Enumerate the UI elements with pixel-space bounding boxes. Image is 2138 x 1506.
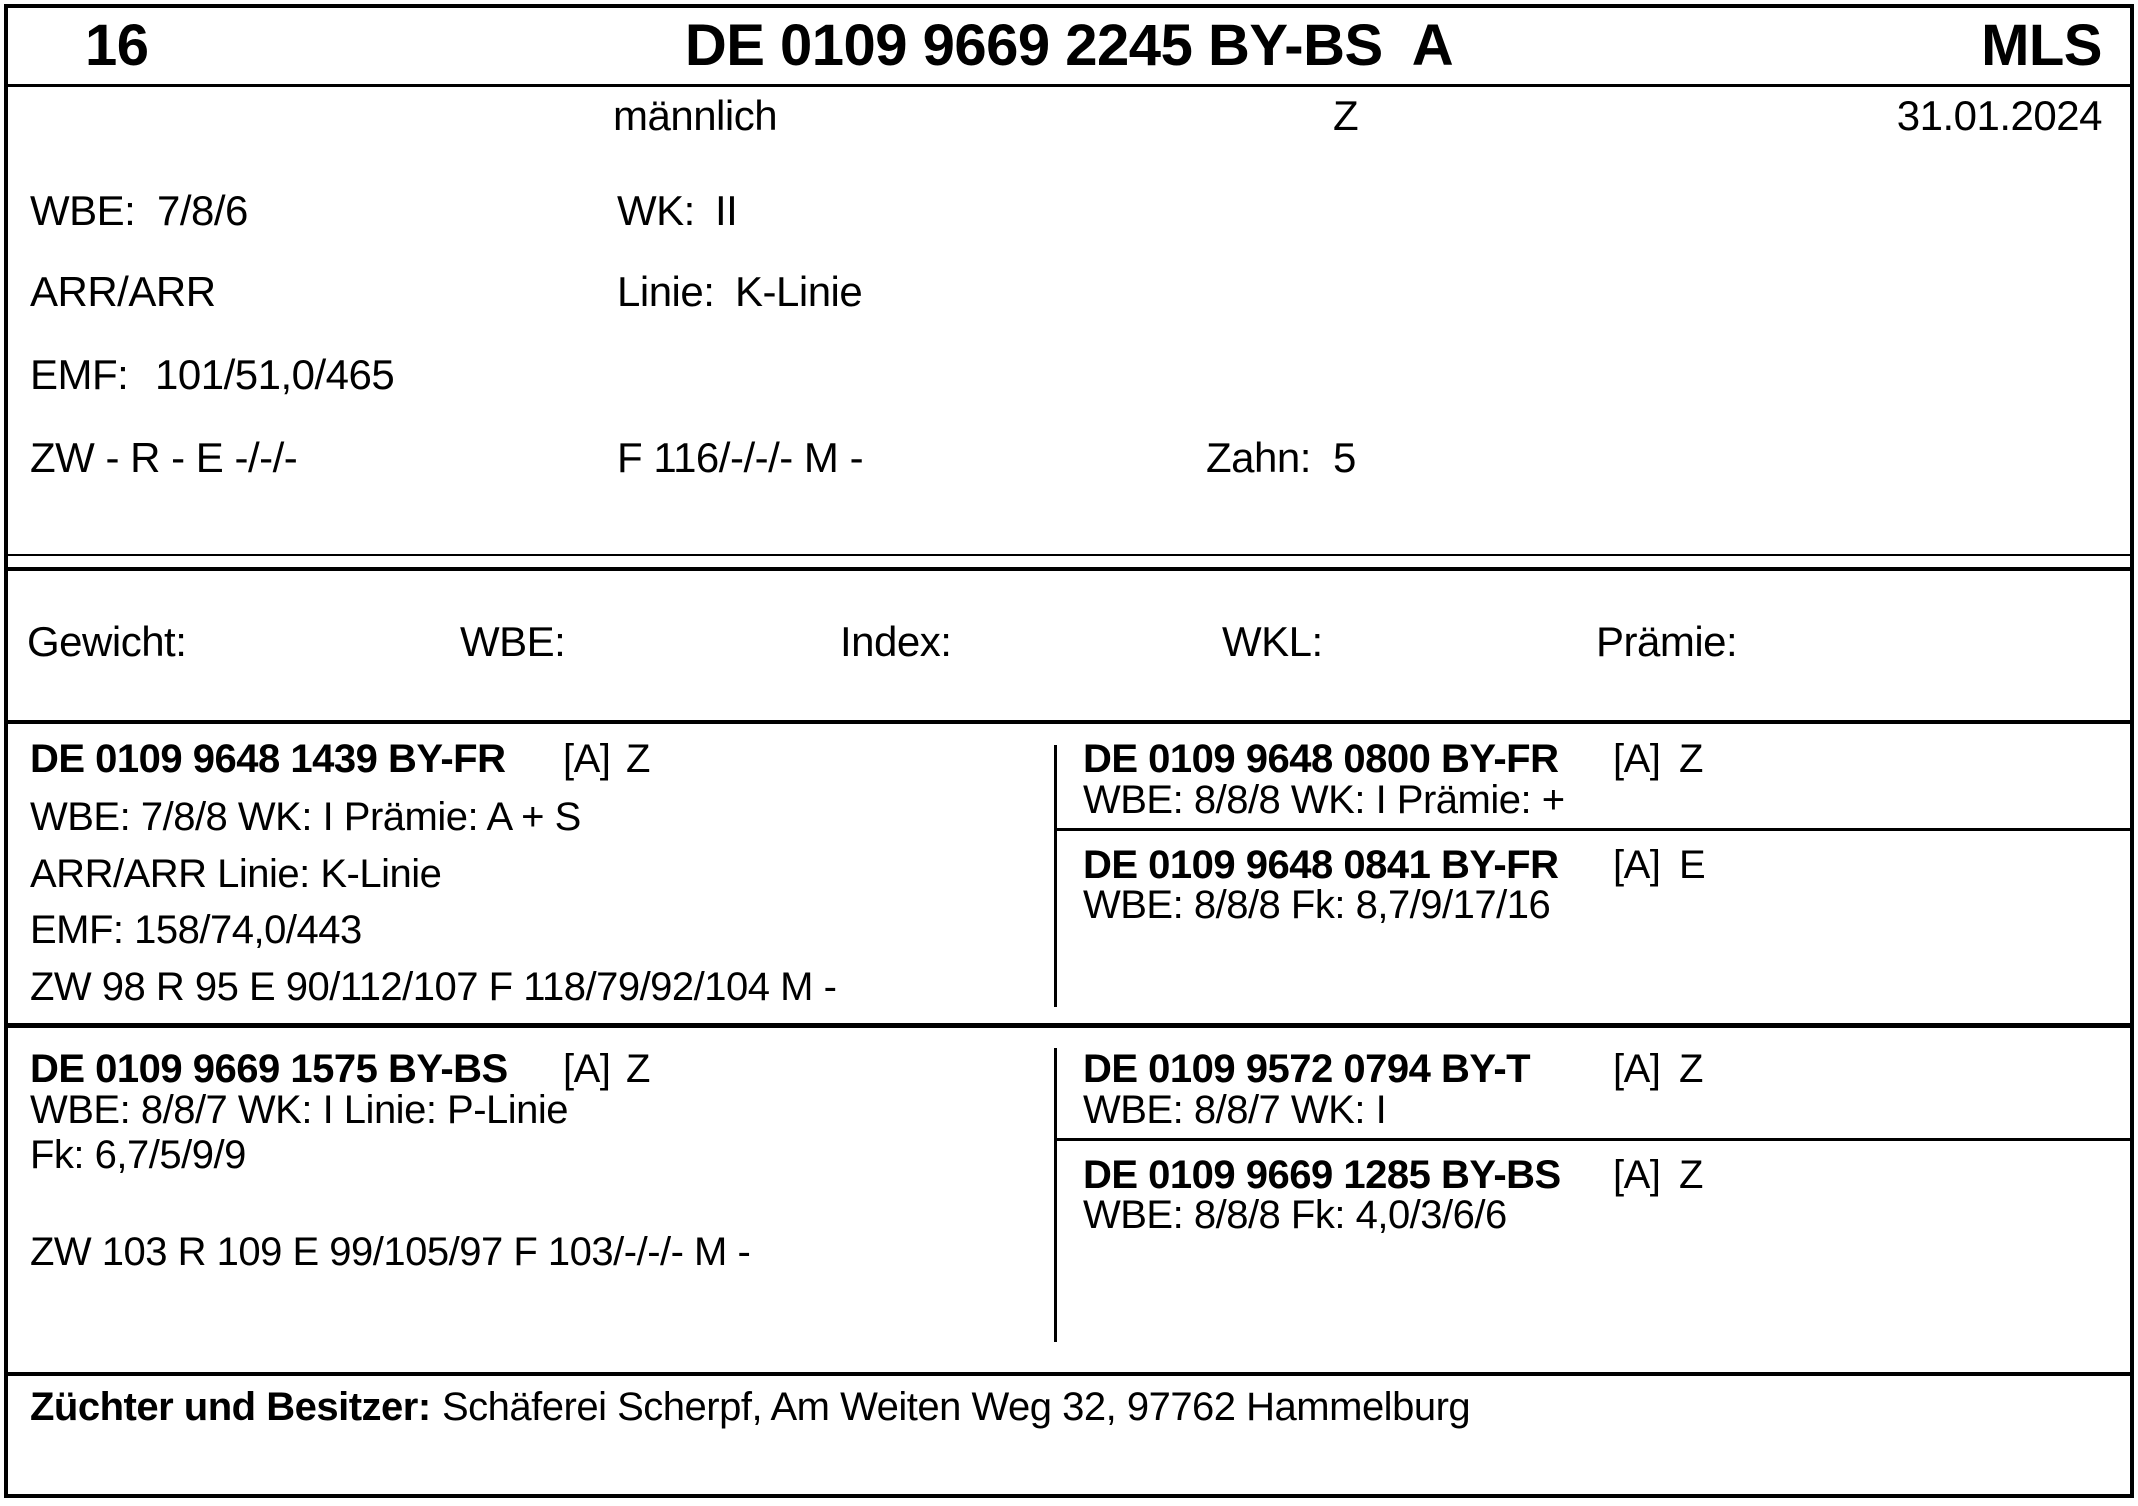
sire-dam-flag: [A] [1613, 843, 1661, 887]
genotype-value: ARR/ARR [30, 268, 216, 315]
emf-label: EMF: [30, 351, 129, 398]
divider-pedigree-top-vertical [1054, 745, 1057, 1007]
dam-dam-code: Z [1679, 1153, 1703, 1197]
sire-sire-id: DE 0109 9648 0800 BY-FR [1083, 737, 1559, 781]
dam-sire-code: Z [1679, 1047, 1703, 1091]
dam-dam-flag: [A] [1613, 1153, 1661, 1197]
sire-line: WBE: 7/8/8 WK: I Prämie: A + S [30, 795, 581, 839]
dam-dam-line: WBE: 8/8/8 Fk: 4,0/3/6/6 [1083, 1193, 1507, 1237]
zahn-label: Zahn: [1206, 434, 1311, 481]
sire-id: DE 0109 9648 1439 BY-FR [30, 737, 506, 781]
breeding-code: Z [1333, 92, 1359, 139]
dam-line: Fk: 6,7/5/9/9 [30, 1133, 246, 1177]
dam-flag: [A] [563, 1047, 611, 1091]
breeder-owner-label: Züchter und Besitzer: [30, 1385, 431, 1429]
sire-flag: [A] [563, 737, 611, 781]
sire-code: Z [626, 737, 650, 781]
dam-sire-id: DE 0109 9572 0794 BY-T [1083, 1047, 1531, 1091]
divider-header [4, 84, 2134, 87]
sire-sire-line: WBE: 8/8/8 WK: I Prämie: + [1083, 778, 1565, 822]
sire-line: EMF: 158/74,0/443 [30, 908, 362, 952]
divider-dam-grandparents [1057, 1138, 2134, 1141]
dam-dam-id: DE 0109 9669 1285 BY-BS [1083, 1153, 1561, 1197]
measure-praemie-label: Prämie: [1596, 618, 1738, 665]
zahn-value: 5 [1333, 434, 1356, 481]
measure-wbe-label: WBE: [460, 618, 566, 665]
wk-value: II [715, 187, 738, 234]
marking-code: MLS [1981, 13, 2102, 78]
dam-sire-flag: [A] [1613, 1047, 1661, 1091]
wbe-value: 7/8/6 [157, 187, 248, 234]
f-breeding-values: F 116/-/-/- M - [617, 434, 864, 481]
sire-line: ARR/ARR Linie: K-Linie [30, 852, 442, 896]
divider-details-bottom [4, 554, 2134, 556]
zw-breeding-values: ZW - R - E -/-/- [30, 434, 298, 481]
divider-measure-top [4, 567, 2134, 571]
sire-line: ZW 98 R 95 E 90/112/107 F 118/79/92/104 M - [30, 965, 837, 1009]
sex-value: männlich [613, 92, 778, 139]
divider-footer [4, 1372, 2134, 1376]
divider-pedigree-bottom-vertical [1054, 1048, 1057, 1342]
linie-label: Linie: [617, 268, 715, 315]
divider-measure-bottom [4, 720, 2134, 724]
emf-value: 101/51,0/465 [155, 351, 395, 398]
divider-sire-grandparents [1057, 828, 2134, 831]
measure-gewicht-label: Gewicht: [27, 618, 187, 665]
sire-dam-id: DE 0109 9648 0841 BY-FR [1083, 843, 1559, 887]
animal-id: DE 0109 9669 2245 BY-BS A [684, 13, 1454, 78]
wk-label: WK: [617, 187, 695, 234]
dam-sire-line: WBE: 8/8/7 WK: I [1083, 1088, 1387, 1132]
linie-value: K-Linie [735, 268, 863, 315]
sire-dam-line: WBE: 8/8/8 Fk: 8,7/9/17/16 [1083, 883, 1551, 927]
dam-id: DE 0109 9669 1575 BY-BS [30, 1047, 508, 1091]
dam-code: Z [626, 1047, 650, 1091]
dam-line: ZW 103 R 109 E 99/105/97 F 103/-/-/- M - [30, 1230, 751, 1274]
divider-pedigree-middle [4, 1023, 2134, 1028]
measure-wkl-label: WKL: [1222, 618, 1323, 665]
dam-line: WBE: 8/8/7 WK: I Linie: P-Linie [30, 1088, 569, 1132]
page-number: 16 [85, 13, 149, 78]
sire-dam-code: E [1679, 843, 1706, 887]
measure-index-label: Index: [840, 618, 952, 665]
sire-sire-flag: [A] [1613, 737, 1661, 781]
sire-sire-code: Z [1679, 737, 1703, 781]
birth-date: 31.01.2024 [1896, 92, 2102, 139]
wbe-label: WBE: [30, 187, 136, 234]
breeder-owner-value: Schäferei Scherpf, Am Weiten Weg 32, 97762 Hammelburg [442, 1385, 1471, 1429]
